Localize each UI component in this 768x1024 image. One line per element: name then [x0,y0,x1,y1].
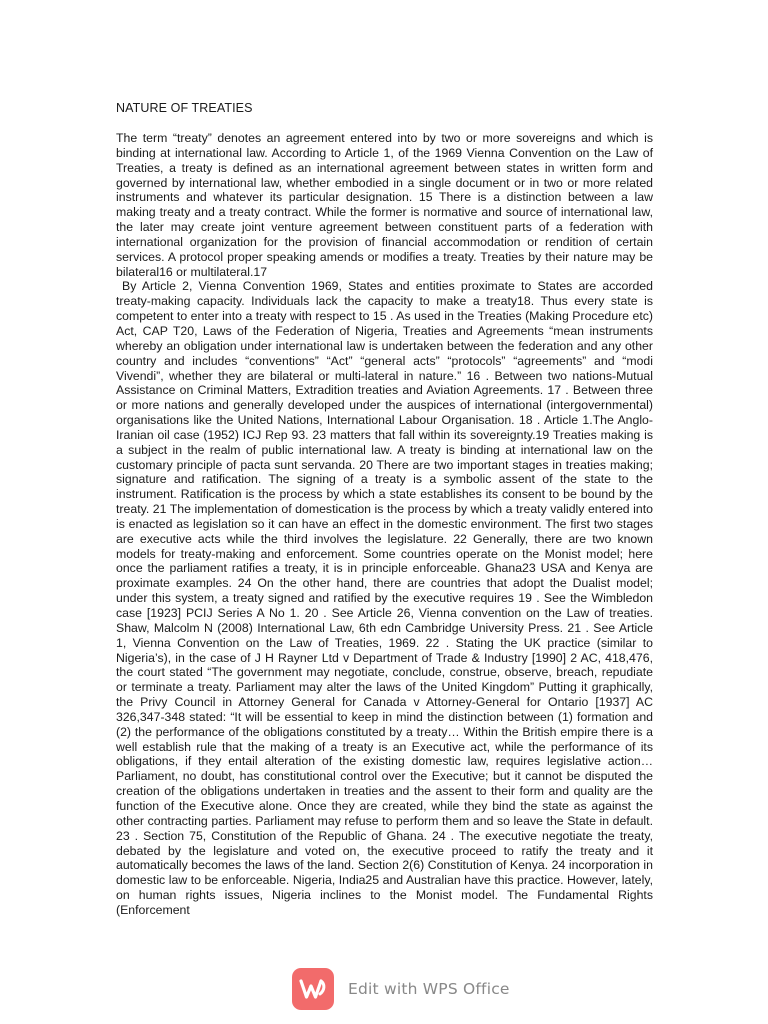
paragraph-1: The term “treaty” denotes an agreement entered into by two or more sovereigns and which is binding at international law. According to Article 1, of the 1969 Vienna Convention on the Law of Treaties, a treaty is defined as an international agreement between states in written form and governed by international law, whether embodied in a single document or in two or more related instruments and whatever its particular designation. 15 There is a distinction between a law making treaty and a treaty contract. While the former is normative and source of international law, the later may create joint venture agreement between constituent parts of a federation with international organization for the provision of financial accommodation or rendition of certain services. A protocol proper speaking amends or modifies a treaty. Treaties by their nature may be bilateral16 or multilateral.17 [116,131,653,279]
edit-with-wps-label: Edit with WPS Office [348,980,510,998]
edit-with-wps-button[interactable] [292,968,510,1010]
paragraph-2: By Article 2, Vienna Convention 1969, States and entities proximate to States are accorded treaty-making capacity. Individuals lack the capacity to make a treaty18. Thus every state is competent to enter into a treaty with respect to 15 . As used in the Treaties (Making Procedure etc) Act, CAP T20, Laws of the Federation of Nigeria, Treaties and Agreements “mean instruments whereby an obligation under international law is undertaken between the federation and any other country and includes “conventions” “Act” “general acts” “protocols” “agreements” and “modi Vivendi”, whether they are bilateral or multi-lateral in nature.” 16 . Between two nations-Mutual Assistance on Criminal Matters, Extradition treaties and Aviation Agreements. 17 . Between three or more nations and generally developed under the auspices of international (intergovernmental) organisations like the United Nations, International Labour Organisation. 18 . Article 1.The Anglo-Iranian oil case (1952) ICJ Rep 93. 23 matters that fall within its sovereignty.19 Treaties making is a subject in the realm of public international law. A treaty is binding at international law on the customary principle of pacta sunt servanda. 20 There are two important stages in treaties making; signature and ratification. The signing of a treaty is a symbolic assent of the state to the instrument. Ratification is the process by which a state establishes its consent to be bound by the treaty. 21 The implementation of domestication is the process by which a treaty validly entered into is enacted as legislation so it can have an effect in the domestic environment. The first two stages are executive acts while the third involves the legislature. 22 Generally, there are two known models for treaty-making and enforcement. Some countries operate on the Monist model; here once the parliament ratifies a treaty, it is in principle enforceable. Ghana23 USA and Kenya are proximate examples. 24 On the other hand, there are countries that adopt the Dualist model; under this system, a treaty signed and ratified by the executive requires 19 . See the Wimbledon case [1923] PCIJ Series A No 1. 20 . See Article 26, Vienna convention on the Law of treaties. Shaw, Malcolm N (2008) International Law, 6th edn Cambridge University Press. 21 . See Article 1, Vienna Convention on the Law of Treaties, 1969. 22 . Stating the UK practice (similar to Nigeria’s), in the case of J H Rayner Ltd v Department of Trade & Industry [1990] 2 AC, 418,476, the court stated “The government may negotiate, conclude, construe, observe, breach, repudiate or terminate a treaty. Parliament may alter the laws of the United Kingdom” Putting it graphically, the Privy Council in Attorney General for Canada v Attorney-General for Ontario [1937] AC 326,347-348 stated: “It will be essential to keep in mind the distinction between (1) formation and (2) the performance of the obligations constituted by a treaty… Within the British empire there is a well establish rule that the making of a treaty is an Executive act, while the performance of its obligations, if they entail alteration of the existing domestic law, requires legislative action…Parliament, no doubt, has constitutional control over the Executive; but it cannot be disputed the creation of the obligations undertaken in treaties and the assent to their form and quality are the function of the Executive alone. Once they are created, while they bind the state as against the other contracting parties. Parliament may refuse to perform them and so leave the State in default. 23 . Section 75, Constitution of the Republic of Ghana. 24 . The executive negotiate the treaty, debated by the legislature and voted on, the executive proceed to ratify the treaty and it automatically becomes the laws of the land. Section 2(6) Constitution of Kenya. 24 incorporation in domestic law to be enforceable. Nigeria, India25 and Australian have this practice. However, lately, on human rights issues, Nigeria inclines to the Monist model. The Fundamental Rights (Enforcement [116,279,653,917]
wps-office-icon [292,968,334,1010]
page-title: NATURE OF TREATIES [116,101,253,115]
document-page [116,100,653,918]
